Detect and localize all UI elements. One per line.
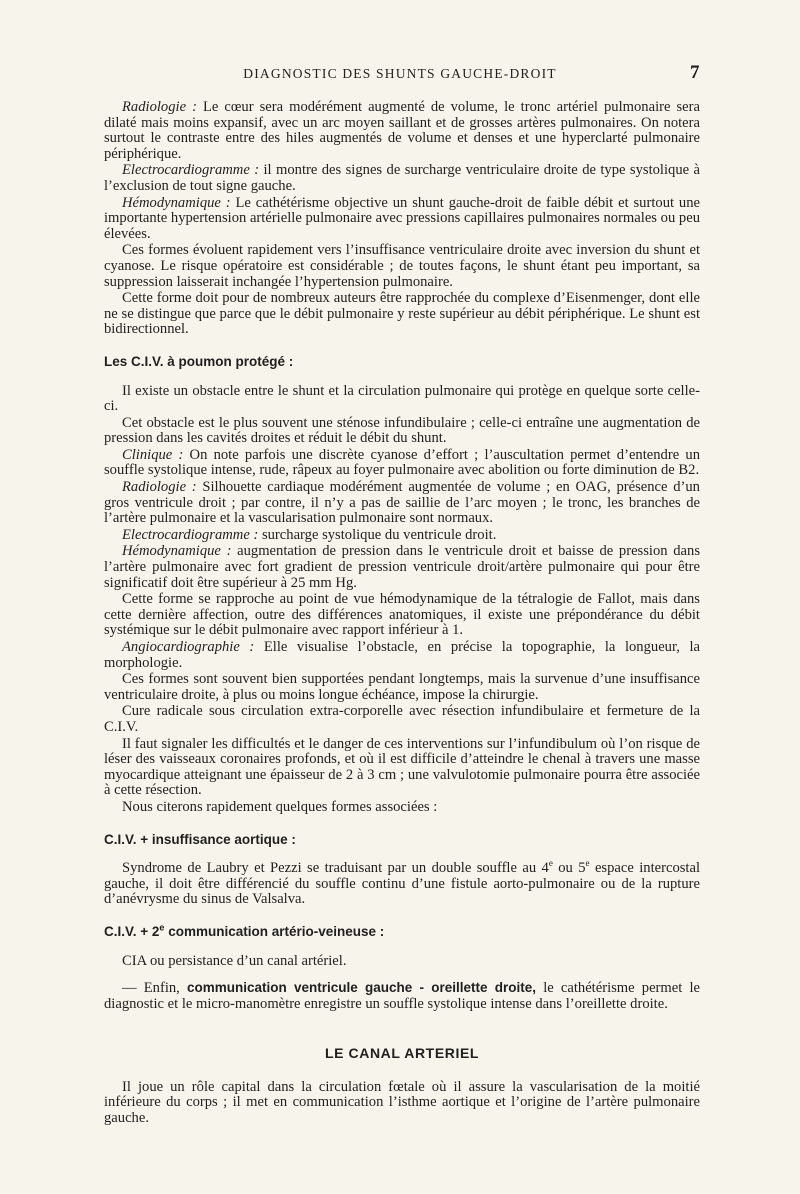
paragraph: [104, 737, 700, 799]
paragraph-canal: Il joue un rôle capital dans la circulation fœtale où il assure la vascularisation de la moitié inférieure du corps ; il met en communication l’isthme aortique et l’origine de l’artère pulmonaire gauche.: [104, 1078, 700, 1127]
paragraph-text: Cette forme se rapproche au point de vue hémodynamique de la tétralogie de Fallot, mais dans cette dernière affection, outre des différences anatomiques, il existe une prépondérance du débit systémique sur le débit pulmonaire avec rapport inférieur à 1.: [104, 591, 700, 639]
page-body: [104, 100, 700, 1128]
paragraph: [104, 100, 700, 162]
paragraph-label: Hémodynamique :: [122, 194, 231, 211]
paragraph-label: Electrocardiogramme :: [122, 162, 260, 179]
paragraph-text: Silhouette cardiaque modérément augmentée de volume ; en OAG, présence d’un gros ventricule droit ; par contre, il n’y a pas de saillie de l’arc moyen ; le tronc, les branches de l’artère pulmonaire et la vascularisation pulmonaire sont normaux.: [104, 479, 700, 527]
paragraph-label: Electrocardiogramme :: [122, 526, 259, 543]
text-fragment: communication artério-veineuse :: [164, 923, 385, 939]
paragraph-label: Hémodynamique :: [122, 543, 232, 560]
paragraph: [104, 704, 700, 735]
paragraph-civ-ia: [104, 858, 701, 908]
paragraph-text: Elle visualise l’obstacle, en précise la topographie, la longueur, la morphologie.: [104, 639, 701, 671]
paragraph-text: Le cathétérisme objective un shunt gauche-droit de faible débit et surtout une importante hypertension artérielle pulmonaire avec pressions capillaires pulmonaires normales ou peu élevées.: [104, 194, 700, 242]
paragraph-text: Cet obstacle est le plus souvent une sténose infundibulaire ; celle-ci entraîne une augmentation de pression dans les cavités droites et réduit le débit du shunt.: [104, 414, 700, 447]
paragraph: [104, 528, 700, 544]
paragraph: [104, 480, 700, 527]
paragraph: [104, 196, 700, 243]
superscript: e: [159, 922, 165, 933]
paragraph-text: Cure radicale sous circulation extra-corporelle avec résection infundibulaire et fermeture de la C.I.V.: [104, 703, 700, 735]
paragraph: [104, 163, 700, 194]
paragraph: [104, 243, 700, 290]
paragraph: [104, 416, 700, 447]
paragraph-text: Ces formes sont souvent bien supportées pendant longtemps, mais la survenue d’une insuffisance ventriculaire droite, à plus ou moins longue échéance, impose la chirurgie.: [104, 671, 700, 703]
superscript: e: [585, 858, 590, 869]
paragraph-text: Cette forme doit pour de nombreux auteurs être rapprochée du complexe d’Eisenmenger, dont elle ne se distingue que parce que le débit pulmonaire y reste supérieur au débit périphérique. Le shunt est bidirectionnel.: [104, 290, 700, 338]
paragraph-text: On note parfois une discrète cyanose d’effort ; l’auscultation permet d’entendre un souffle systolique intense, rude, râpeux au foyer pulmonaire avec abolition ou forte diminution de B2.: [104, 446, 700, 479]
text-fragment: Syndrome de Laubry et Pezzi se traduisant par un double souffle au 4: [122, 860, 549, 877]
paragraph-text: Il existe un obstacle entre le shunt et la circulation pulmonaire qui protège en quelque sorte celle-ci.: [104, 382, 700, 415]
civ-protege-section: [104, 384, 700, 816]
paragraph: [104, 448, 700, 479]
section-heading-civ-ia: C.I.V. + insuffisance aortique :: [104, 831, 296, 847]
paragraph-text: surcharge systolique du ventricule droit.: [258, 526, 497, 543]
text-fragment: ou 5: [552, 860, 586, 877]
text-fragment: C.I.V. + 2: [104, 923, 160, 939]
paragraph-text: Nous citerons rapidement quelques formes associées :: [122, 798, 438, 815]
paragraph: [104, 672, 700, 703]
paragraph-text: il montre des signes de surcharge ventriculaire droite de type systolique à l’exclusion de tout signe gauche.: [104, 162, 700, 194]
paragraph-civ-av: CIA ou persistance d’un canal artériel.: [122, 952, 347, 969]
running-header: DIAGNOSTIC DES SHUNTS GAUCHE-DROIT: [243, 66, 557, 81]
intro-section: [104, 100, 700, 338]
section-heading-civ-protege: Les C.I.V. à poumon protégé :: [104, 353, 294, 369]
section-title-canal: LE CANAL ARTERIEL: [324, 1045, 480, 1062]
text-fragment: — Enfin,: [122, 980, 187, 997]
paragraph: [104, 640, 700, 671]
paragraph: [104, 384, 700, 415]
paragraph: [104, 544, 700, 591]
paragraph-text: Le cœur sera modérément augmenté de volume, le tronc artériel pulmonaire sera dilaté mais moins expansif, avec un arc moyen saillant et de grosses artères pulmonaires. On notera surtout le contraste entre des hiles augmentés de volume et denses et une hyperclarté pulmonaire périphérique.: [104, 99, 700, 162]
text-fragment: le cathétérisme permet le diagnostic et le micro-manomètre enregistre un souffle systolique intense dans l’oreillette droite.: [104, 980, 700, 1012]
paragraph-text: Ces formes évoluent rapidement vers l’insuffisance ventriculaire droite avec inversion du shunt et cyanose. Le risque opératoire est considérable ; de toutes façons, le shunt étant peu important, sa suppression laisserait inchangée l’hypertension pulmonaire.: [104, 242, 700, 290]
paragraph-label: Radiologie :: [122, 479, 197, 496]
paragraph-label: Radiologie :: [122, 99, 197, 115]
paragraph: [104, 291, 700, 338]
page-number: 7: [690, 62, 700, 83]
superscript: e: [548, 858, 553, 869]
text-fragment: espace intercostal gauche, il doit être différencié du souffle continu d’une fistule aorto-pulmonaire ou de la rupture d’anévrysme du sinus de Valsalva.: [104, 860, 701, 908]
paragraph-label: Clinique :: [122, 446, 184, 463]
paragraph: [104, 800, 700, 816]
paragraph-enfin: [104, 980, 700, 1012]
paragraph-text: Il faut signaler les difficultés et le danger de ces interventions sur l’infundibulum où l’on risque de léser des vaisseaux coronaires profonds, et où il est difficile d’atteindre le chenal à travers une masse myocardique atteignant une épaisseur de 2 à 3 cm ; une valvulotomie pulmonaire pourra être associée à cette résection.: [104, 735, 700, 799]
section-heading-civ-av: [104, 924, 700, 940]
bold-phrase: communication ventricule gauche - oreillette droite,: [186, 980, 537, 996]
paragraph-label: Angiocardiographie :: [122, 639, 255, 655]
paragraph-text: augmentation de pression dans le ventricule droit et baisse de pression dans l’artère pulmonaire avec fort gradient de pression ventricule droit/artère pulmonaire qui pour être significatif doit être supérieur à 25 mm Hg.: [104, 543, 700, 591]
paragraph: [104, 592, 700, 639]
